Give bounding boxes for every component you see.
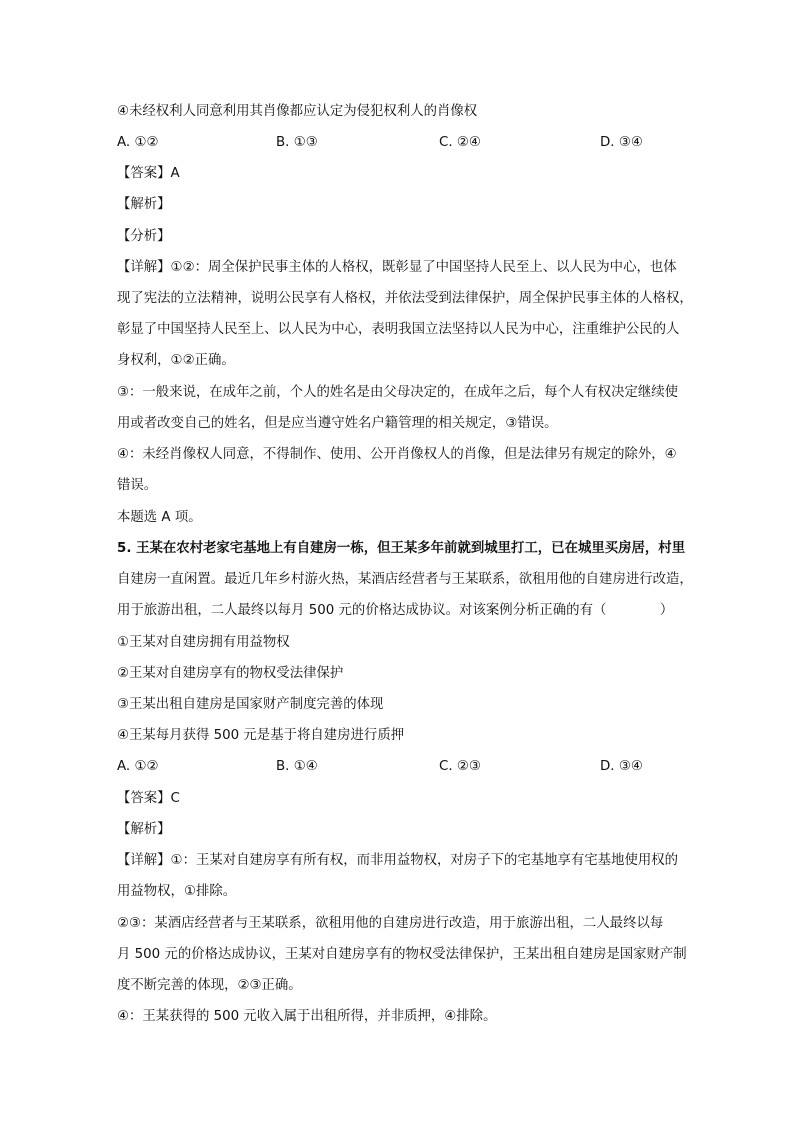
q5-detail-line: 度不断完善的体现，②③正确。 [117,978,302,993]
q4-detail-line: 身权利，①②正确。 [117,353,235,368]
q4-detail-line: 彰显了中国坚持人民至上、以人民为中心，表明我国立法坚持以人民为中心，注重维护公民的人 [117,322,680,337]
q5-option-d: D. ③④ [600,759,643,774]
q4-option-a: A. ①② [117,135,159,150]
q5-answer: 【答案】C [117,791,180,806]
q4-option-b: B. ①③ [276,135,318,150]
q5-statement-3: ③王某出租自建房是国家财产制度完善的体现 [117,697,384,712]
q4-answer: 【答案】A [117,166,180,181]
q5-statement-1: ①王某对自建房拥有用益物权 [117,635,290,650]
q4-fenxi-label: 【分析】 [117,229,171,244]
q5-detail-line: ④：王某获得的 500 元收入属于出租所得，并非质押，④排除。 [117,1009,497,1024]
q5-statement-4: ④王某每月获得 500 元是基于将自建房进行质押 [117,728,405,743]
q5-statement-2: ②王某对自建房享有的物权受法律保护 [117,666,344,681]
q4-detail-line: ④：未经肖像权人同意，不得制作、使用、公开肖像权人的肖像，但是法律另有规定的除外，④ [117,447,677,462]
q5-stem-line: 5. 王某在农村老家宅基地上有自建房一栋，但王某多年前就到城里打工，已在城里买房居，村里 [117,541,686,556]
q5-detail-line: 月 500 元的价格达成协议，王某对自建房享有的物权受法律保护，王某出租自建房是国家财产制 [117,947,687,962]
q5-detail-line: 用益物权，①排除。 [117,884,237,899]
q4-statement-4: ④未经权利人同意利用其肖像都应认定为侵犯权利人的肖像权 [117,104,478,119]
q5-detail-line: 【详解】①：王某对自建房享有所有权，而非用益物权，对房子下的宅基地享有宅基地使用权的 [117,853,679,868]
q5-analysis-label: 【解析】 [117,822,171,837]
q5-stem-line: 用于旅游出租，二人最终以每月 500 元的价格达成协议。对该案例分析正确的有（ ） [117,603,674,618]
q4-detail-line: ③：一般来说，在成年之前，个人的姓名是由父母决定的，在成年之后，每个人有权决定继续使 [117,385,679,400]
q4-detail-line: 【详解】①②：周全保护民事主体的人格权，既彰显了中国坚持人民至上、以人民为中心，也体 [117,260,677,275]
q4-detail-line: 现了宪法的立法精神，说明公民享有人格权，并依法受到法律保护，周全保护民事主体的人格权， [117,291,693,306]
q4-conclusion: 本题选 A 项。 [117,510,202,525]
q4-detail-line: 用或者改变自己的姓名，但是应当遵守姓名户籍管理的相关规定，③错误。 [117,416,558,431]
q5-option-c: C. ②③ [439,759,481,774]
q4-option-d: D. ③④ [600,135,643,150]
q5-option-a: A. ①② [117,759,159,774]
q4-analysis-label: 【解析】 [117,197,171,212]
q5-stem-line: 自建房一直闲置。最近几年乡村游火热，某酒店经营者与王某联系，欲租用他的自建房进行改造， [117,572,693,587]
q4-detail-line: 错误。 [117,478,158,493]
q4-option-c: C. ②④ [439,135,481,150]
q5-detail-line: ②③：某酒店经营者与王某联系，欲租用他的自建房进行改造，用于旅游出租，二人最终以每 [117,916,664,931]
q5-option-b: B. ①④ [276,759,318,774]
